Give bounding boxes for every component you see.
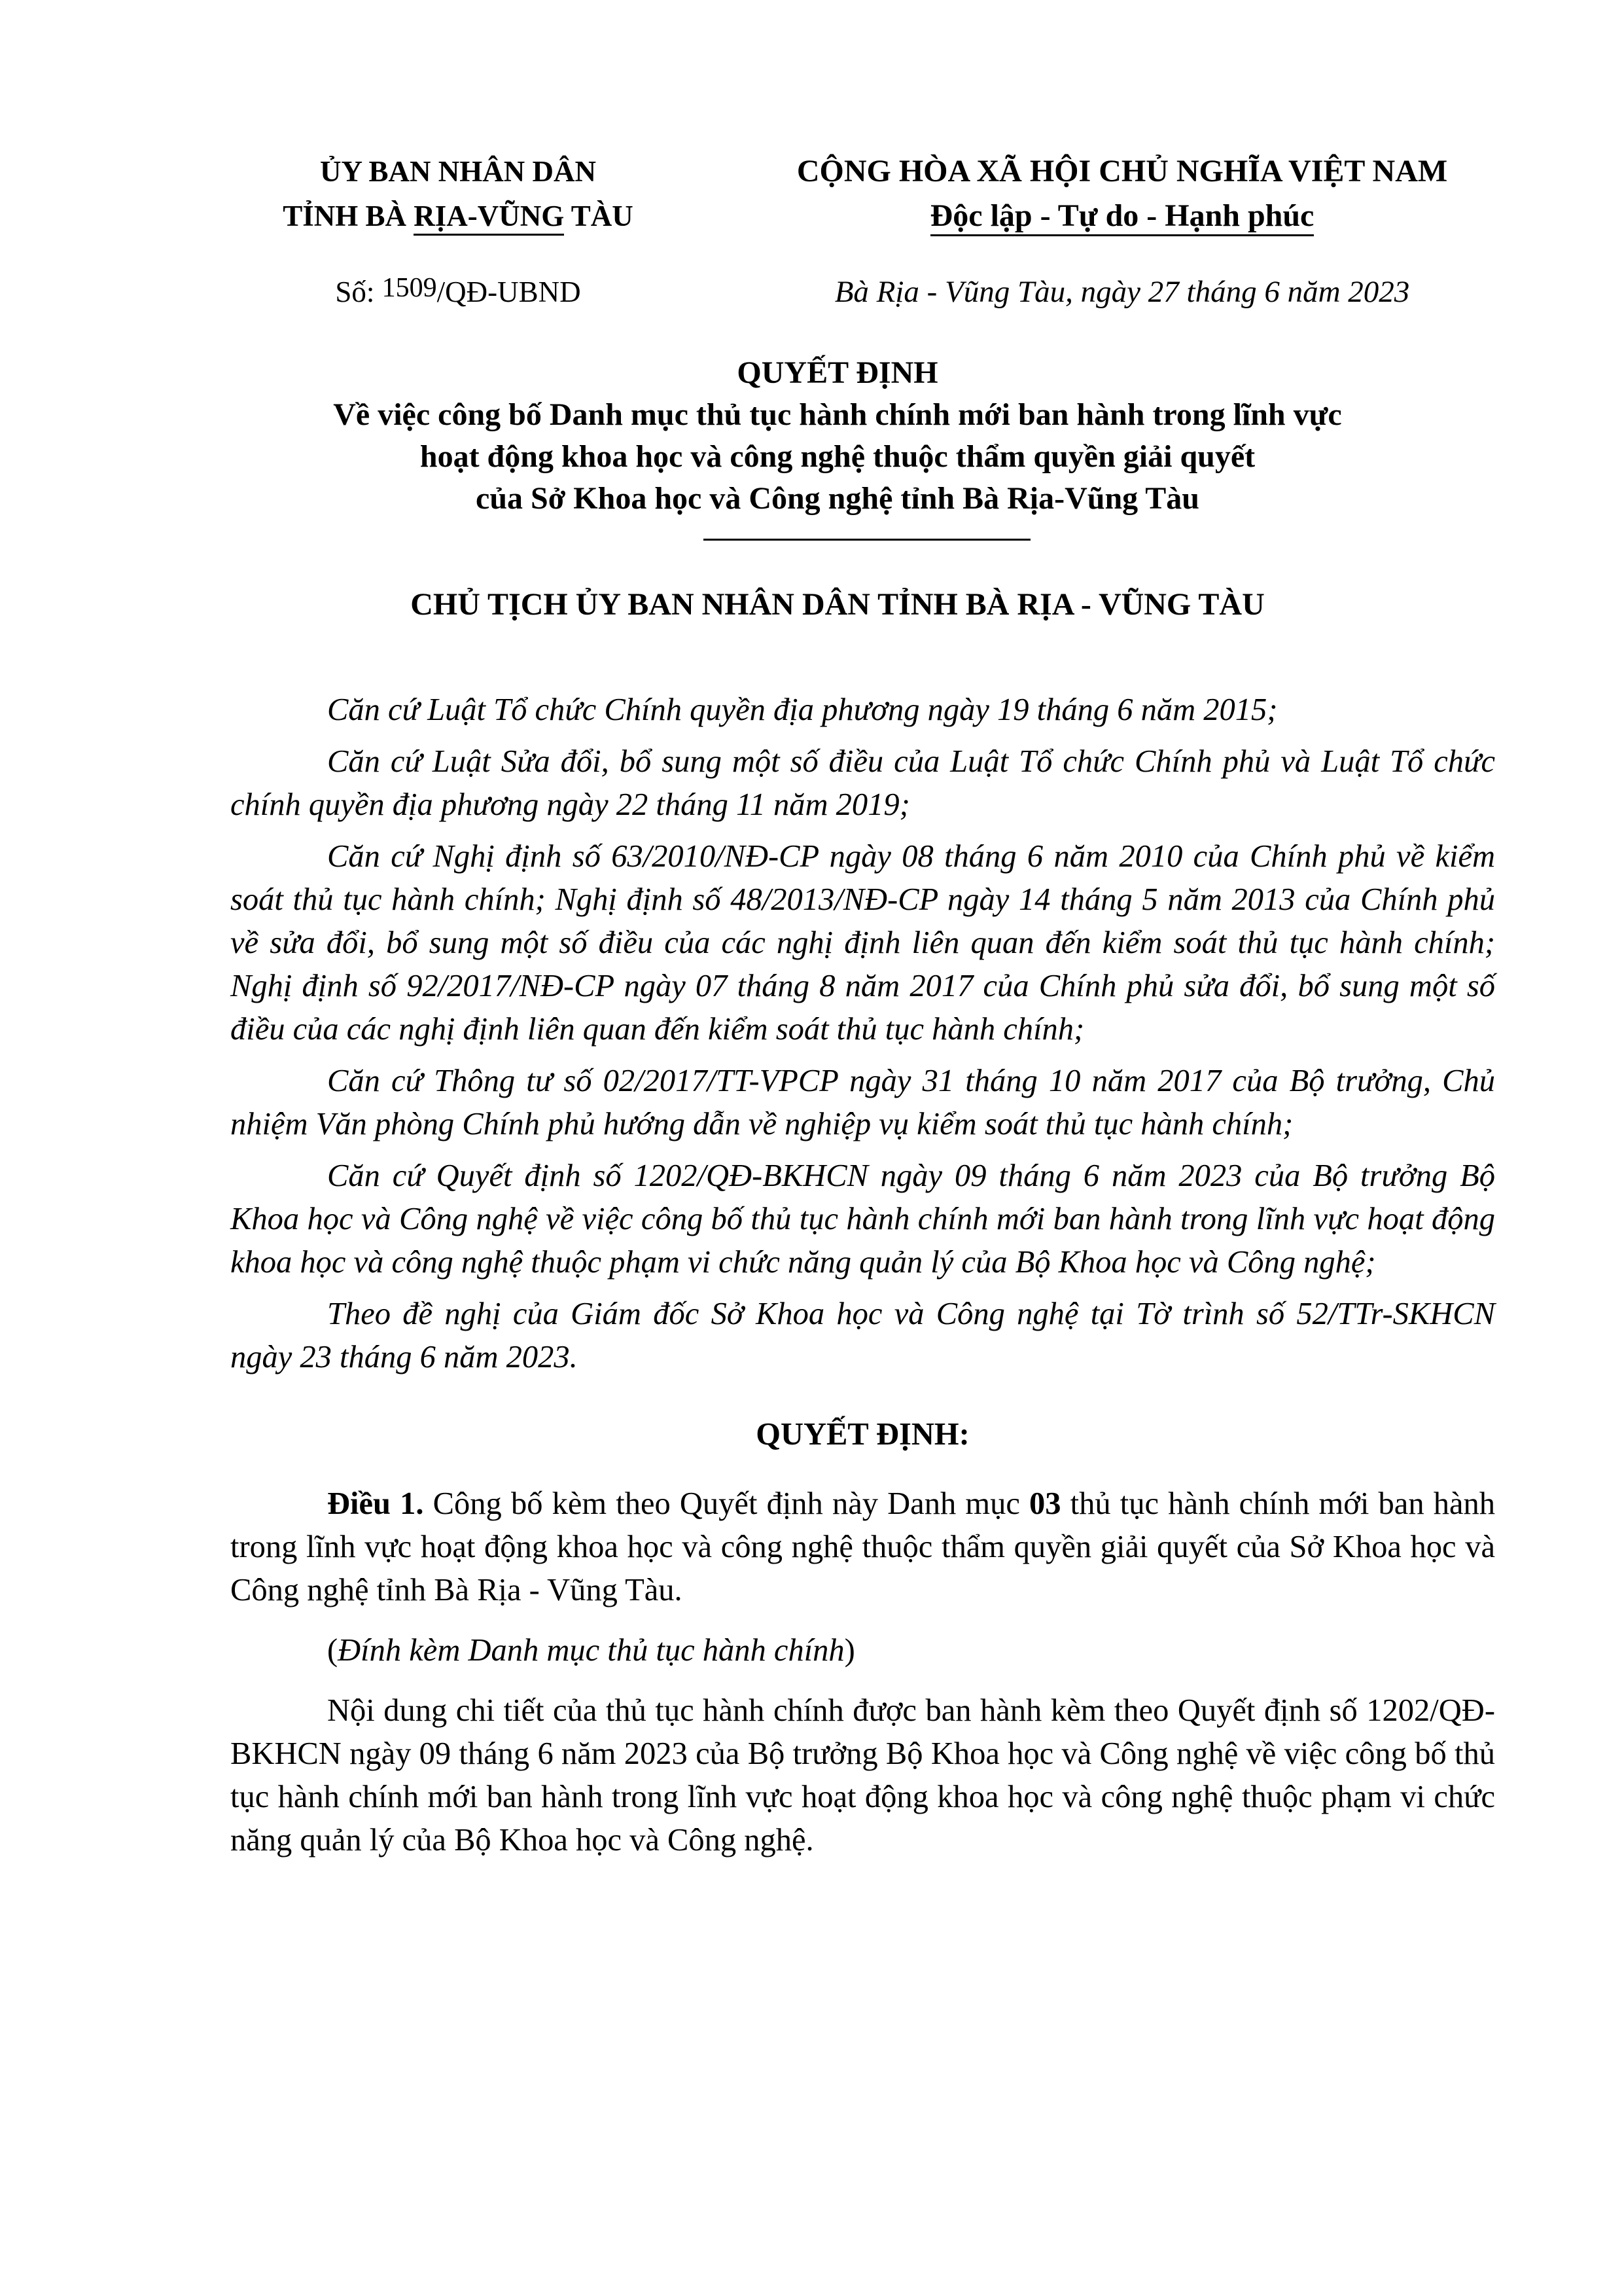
place-date: Bà Rịa - Vũng Tàu, ngày 27 tháng 6 năm 2023 (834, 275, 1410, 309)
issuing-authority: CHỦ TỊCH ỦY BAN NHÂN DÂN TỈNH BÀ RỊA - VŨNG TÀU (410, 587, 1265, 622)
legal-basis-5: Căn cứ Quyết định số 1202/QĐ-BKHCN ngày 09 tháng 6 năm 2023 của Bộ trưởng Bộ Khoa học và Công nghệ về việc công bố thủ tục hành chính mới ban hành trong lĩnh vực hoạt động khoa học và công nghệ thuộc phạm vi chức năng quản lý của Bộ Khoa học và Công nghệ; (230, 1158, 1495, 1280)
legal-basis-4: Căn cứ Thông tư số 02/2017/TT-VPCP ngày 31 tháng 10 năm 2017 của Bộ trưởng, Chủ nhiệm Văn phòng Chính phủ hướng dẫn về nghiệp vụ kiểm soát thủ tục hành chính; (230, 1064, 1495, 1141)
attachment-note (230, 1629, 1495, 1672)
legal-basis-2: Căn cứ Luật Sửa đổi, bổ sung một số điều của Luật Tổ chức Chính phủ và Luật Tổ chức chính quyền địa phương ngày 22 tháng 11 năm 2019; (230, 744, 1495, 822)
document-title (196, 352, 1479, 520)
subject-line-2: hoạt động khoa học và công nghệ thuộc thẩm quyền giải quyết (419, 439, 1256, 474)
document-body (230, 689, 1495, 1871)
legal-basis-1: Căn cứ Luật Tổ chức Chính quyền địa phương ngày 19 tháng 6 năm 2015; (327, 692, 1278, 727)
attachment-note-text: Đính kèm Danh mục thủ tục hành chính (338, 1633, 845, 1668)
doc-number-suffix: /QĐ-UBND (436, 276, 581, 308)
agency-line-2-prefix: TỈNH BÀ (283, 200, 414, 232)
nation-name: CỘNG HÒA XÃ HỘI CHỦ NGHĨA VIỆT NAM (796, 154, 1448, 188)
doc-number-prefix: Số: (335, 276, 382, 308)
agency-line-2 (222, 194, 694, 238)
attachment-close-paren: ) (844, 1633, 855, 1668)
article-1-label: Điều 1. (327, 1486, 424, 1521)
subject-line-1: Về việc công bố Danh mục thủ tục hành chính mới ban hành trong lĩnh vực (333, 397, 1342, 432)
national-motto: Độc lập - Tự do - Hạnh phúc (930, 198, 1315, 236)
doc-type: QUYẾT ĐỊNH (737, 355, 938, 390)
agency-line-2-suffix: TÀU (564, 200, 633, 232)
agency-line-1: ỦY BAN NHÂN DÂN (319, 155, 597, 188)
article-1-text-before: Công bố kèm theo Quyết định này Danh mục (423, 1486, 1030, 1521)
attachment-open-paren: ( (327, 1633, 338, 1668)
title-divider (703, 539, 1031, 541)
national-header (713, 149, 1531, 238)
subject-line-3: của Sở Khoa học và Công nghệ tỉnh Bà Rịa-Vũng Tàu (476, 481, 1199, 516)
article-1 (230, 1482, 1495, 1612)
article-1-count: 03 (1029, 1486, 1061, 1521)
doc-number-value: 1509 (381, 273, 437, 303)
article-1-detail: Nội dung chi tiết của thủ tục hành chính được ban hành kèm theo Quyết định số 1202/QĐ-BKHCN ngày 09 tháng 6 năm 2023 của Bộ trưởng Bộ Khoa học và Công nghệ về việc công bố thủ tục hành chính mới ban hành trong lĩnh vực hoạt động khoa học và công nghệ thuộc phạm vi chức năng quản lý của Bộ Khoa học và Công nghệ. (230, 1693, 1495, 1857)
article-1-text-after: thủ tục hành chính mới ban hành trong lĩnh vực hoạt động khoa học và công nghệ thuộc thẩm quyền giải quyết của Sở Khoa học và Công nghệ tỉnh Bà Rịa - Vũng Tàu. (230, 1486, 1496, 1607)
issuing-agency (222, 149, 694, 238)
legal-basis-3: Căn cứ Nghị định số 63/2010/NĐ-CP ngày 08 tháng 6 năm 2010 của Chính phủ về kiểm soát thủ tục hành chính; Nghị định số 48/2013/NĐ-CP ngày 14 tháng 5 năm 2013 của Chính phủ về sửa đổi, bổ sung một số điều của các nghị định liên quan đến kiểm soát thủ tục hành chính; Nghị định số 92/2017/NĐ-CP ngày 07 tháng 8 năm 2017 của Chính phủ sửa đổi, bổ sung một số điều của các nghị định liên quan đến kiểm soát thủ tục hành chính; (230, 839, 1495, 1047)
agency-line-2-underlined: RỊA-VŨNG (414, 200, 564, 236)
legal-basis-6: Theo đề nghị của Giám đốc Sở Khoa học và Công nghệ tại Tờ trình số 52/TTr-SKHCN ngày 23 tháng 6 năm 2023. (230, 1297, 1495, 1374)
document-number (222, 270, 694, 315)
decision-heading: QUYẾT ĐỊNH: (756, 1417, 970, 1452)
